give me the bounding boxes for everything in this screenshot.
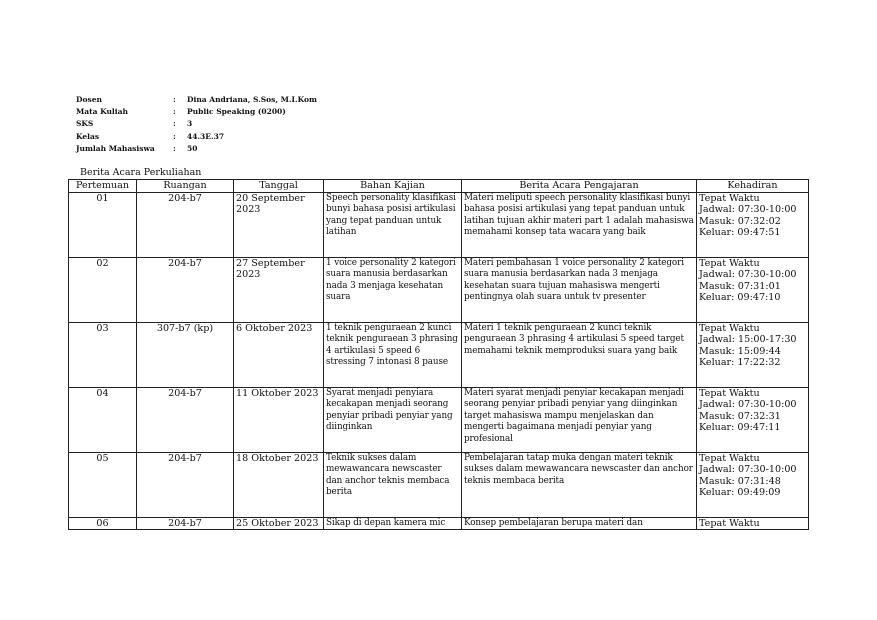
- cell-kehadiran: [697, 388, 809, 453]
- attendance-keluar: Keluar: 09:47:10: [699, 292, 781, 304]
- table-row: [69, 258, 809, 323]
- cell-berita-acara: Materi pembahasan 1 voice personality 2 kategori suara manusia berdasarkan nada 3 menjaga kesehatan suara tujuan mahasiswa mengerti pentingnya olah suara untuk tv presenter: [462, 258, 697, 323]
- table-row: [69, 388, 809, 453]
- info-value: Dina Andriana, S.Sos, M.I.Kom: [187, 95, 317, 104]
- cell-pertemuan: 03: [69, 323, 137, 388]
- attendance-status: Tepat Waktu: [699, 323, 760, 334]
- table-header-row: [69, 180, 809, 193]
- info-label: Jumlah Mahasiswa: [76, 143, 155, 153]
- header-tanggal: Tanggal: [234, 180, 324, 193]
- cell-bahan-kajian: 1 voice personality 2 kategori suara manusia berdasarkan nada 3 menjaga kesehatan suara: [324, 258, 462, 323]
- attendance-keluar: Keluar: 09:47:11: [699, 422, 781, 434]
- cell-ruangan: 204-b7: [137, 193, 234, 258]
- cell-pertemuan: 05: [69, 453, 137, 518]
- cell-kehadiran: [697, 193, 809, 258]
- table-row: [69, 193, 809, 258]
- attendance-keluar: Keluar: 09:49:09: [699, 487, 781, 499]
- header-ruangan: Ruangan: [137, 180, 234, 193]
- info-label: SKS: [76, 119, 94, 129]
- attendance-masuk: Masuk: 07:31:01: [699, 280, 781, 292]
- cell-berita-acara: Pembelajaran tatap muka dengan materi teknik sukses dalam mewawancara newscaster dan anchor teknis membaca berita: [462, 453, 697, 518]
- section-title: Berita Acara Perkuliahan: [80, 167, 202, 178]
- cell-tanggal: 27 September 2023: [234, 258, 324, 323]
- header-berita-acara: Berita Acara Pengajaran: [462, 180, 697, 193]
- info-label: Dosen: [76, 95, 102, 104]
- attendance-masuk: Masuk: 07:31:48: [699, 475, 781, 487]
- info-value: Public Speaking (0200): [187, 107, 286, 117]
- info-row-jumlah-mahasiswa: [76, 143, 317, 155]
- table-row: [69, 453, 809, 518]
- cell-kehadiran: [697, 323, 809, 388]
- cell-berita-acara: Materi meliputi speech personality klasifikasi bunyi bahasa posisi artikulasi yang tepat panduan untuk latihan tujuan akhir materi part 1 adalah mahasiswa memahami konsep tata wacara yang baik: [462, 193, 697, 258]
- cell-tanggal: 11 Oktober 2023: [234, 388, 324, 453]
- cell-ruangan: 204-b7: [137, 518, 234, 530]
- cell-ruangan: 204-b7: [137, 388, 234, 453]
- cell-kehadiran: [697, 518, 809, 530]
- info-colon: :: [173, 107, 176, 117]
- cell-bahan-kajian: Syarat menjadi penyiara kecakapan menjadi seorang penyiar pribadi penyiar yang diinginkan: [324, 388, 462, 453]
- attendance-table: [68, 179, 809, 530]
- info-colon: :: [173, 143, 176, 153]
- info-label: Kelas: [76, 131, 100, 141]
- attendance-keluar: Keluar: 17:22:32: [699, 357, 781, 369]
- cell-tanggal: 6 Oktober 2023: [234, 323, 324, 388]
- cell-tanggal: 25 Oktober 2023: [234, 518, 324, 530]
- attendance-masuk: Masuk: 07:32:31: [699, 410, 781, 422]
- attendance-jadwal: Jadwal: 07:30-10:00: [699, 399, 797, 411]
- header-bahan-kajian: Bahan Kajian: [324, 180, 462, 193]
- cell-pertemuan: 01: [69, 193, 137, 258]
- attendance-status: Tepat Waktu: [699, 193, 760, 204]
- table-row: [69, 323, 809, 388]
- table-row: [69, 518, 809, 530]
- cell-bahan-kajian: Teknik sukses dalam mewawancara newscaster dan anchor teknis membaca berita: [324, 453, 462, 518]
- info-value: 50: [187, 143, 198, 153]
- attendance-status: Tepat Waktu: [699, 518, 760, 529]
- course-info: [76, 94, 317, 155]
- cell-berita-acara: Materi syarat menjadi penyiar kecakapan menjadi seorang penyiar pribadi penyiar yang diinginkan target mahasiswa mampu menjelaskan dan mengerti bagaimana menjadi penyiar yang profesional: [462, 388, 697, 453]
- attendance-masuk: Masuk: 07:32:02: [699, 215, 781, 227]
- info-value: 3: [187, 119, 193, 129]
- info-label: Mata Kuliah: [76, 107, 128, 117]
- attendance-jadwal: Jadwal: 15:00-17:30: [699, 334, 797, 346]
- cell-kehadiran: [697, 258, 809, 323]
- info-colon: :: [173, 119, 176, 129]
- attendance-status: Tepat Waktu: [699, 388, 760, 399]
- header-kehadiran: Kehadiran: [697, 180, 809, 193]
- cell-bahan-kajian: Speech personality klasifikasi bunyi bahasa posisi artikulasi yang tepat panduan untuk latihan: [324, 193, 462, 258]
- info-value: 44.3E.37: [187, 131, 225, 141]
- attendance-status: Tepat Waktu: [699, 453, 760, 464]
- info-row-kelas: [76, 131, 317, 143]
- attendance-keluar: Keluar: 09:47:51: [699, 227, 781, 239]
- info-row-mata-kuliah: [76, 106, 317, 118]
- cell-ruangan: 307-b7 (kp): [137, 323, 234, 388]
- info-row-dosen: [76, 94, 317, 106]
- cell-ruangan: 204-b7: [137, 258, 234, 323]
- cell-kehadiran: [697, 453, 809, 518]
- attendance-jadwal: Jadwal: 07:30-10:00: [699, 464, 797, 476]
- attendance-status: Tepat Waktu: [699, 258, 760, 269]
- info-colon: :: [173, 95, 176, 104]
- cell-berita-acara: Konsep pembelajaran berupa materi dan: [462, 518, 697, 530]
- info-row-sks: [76, 118, 317, 130]
- cell-bahan-kajian: 1 teknik penguraean 2 kunci teknik penguraean 3 phrasing 4 artikulasi 5 speed 6 stressing 7 intonasi 8 pause: [324, 323, 462, 388]
- cell-tanggal: 18 Oktober 2023: [234, 453, 324, 518]
- attendance-masuk: Masuk: 15:09:44: [699, 345, 781, 357]
- cell-tanggal: 20 September 2023: [234, 193, 324, 258]
- attendance-jadwal: Jadwal: 07:30-10:00: [699, 204, 797, 216]
- cell-bahan-kajian: Sikap di depan kamera mic: [324, 518, 462, 530]
- cell-pertemuan: 04: [69, 388, 137, 453]
- info-colon: :: [173, 131, 176, 141]
- cell-pertemuan: 02: [69, 258, 137, 323]
- cell-berita-acara: Materi 1 teknik penguraean 2 kunci teknik penguraean 3 phrasing 4 artikulasi 5 speed target memahami teknik memproduksi suara yang baik: [462, 323, 697, 388]
- header-pertemuan: Pertemuan: [69, 180, 137, 193]
- attendance-jadwal: Jadwal: 07:30-10:00: [699, 269, 797, 281]
- cell-ruangan: 204-b7: [137, 453, 234, 518]
- cell-pertemuan: 06: [69, 518, 137, 530]
